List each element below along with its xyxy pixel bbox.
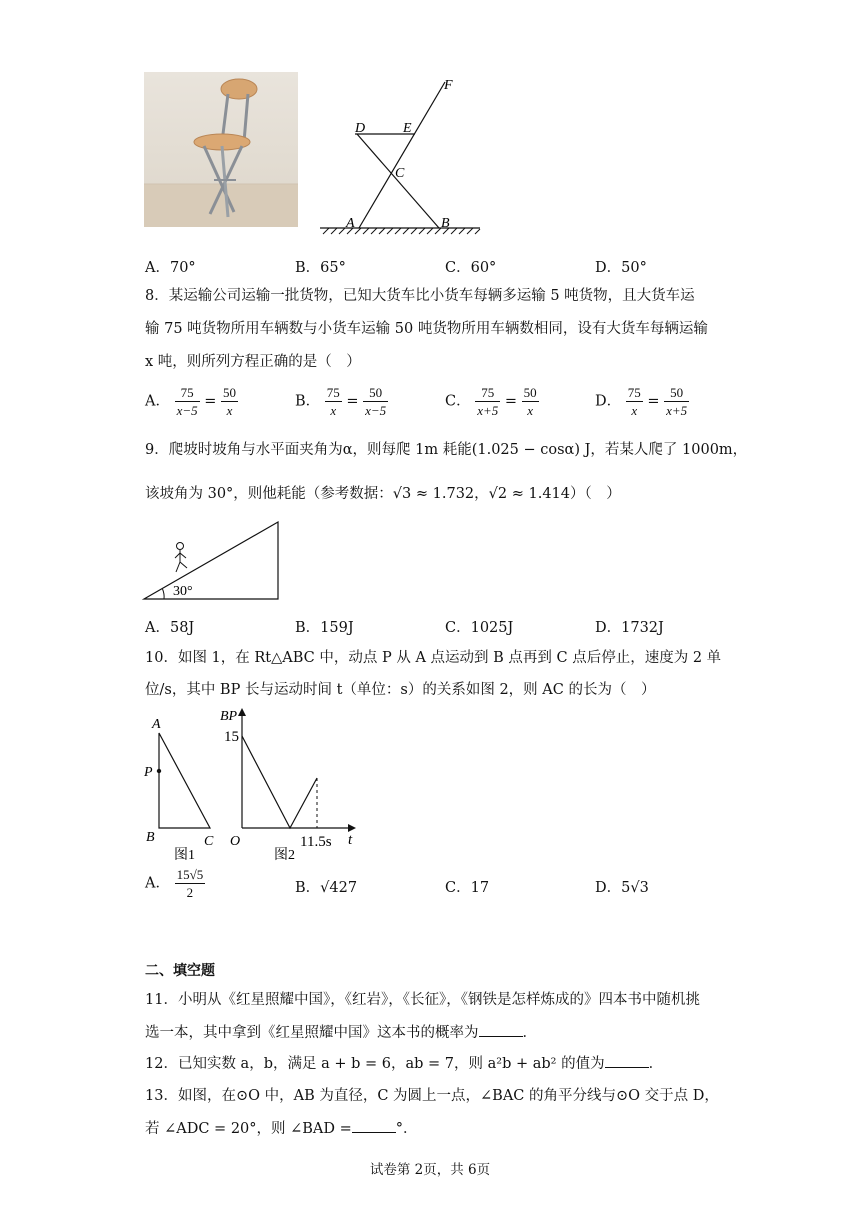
numerator: 75	[475, 384, 500, 402]
q12-text: 12．已知实数 a，b，满足 a + b = 6，ab = 7，则 a²b + ab² 的值为	[145, 1056, 605, 1072]
q7-option-c[interactable]: C．60°	[445, 260, 497, 276]
figure-1-triangle	[140, 710, 230, 860]
q9-line2: 该坡角为 30°，则他耗能（参考数据：√3 ≈ 1.732，√2 ≈ 1.414）（ ）	[145, 486, 621, 502]
denominator: x−5	[176, 403, 198, 418]
q11-end: ．	[522, 1025, 537, 1041]
figure-2-graph	[218, 700, 368, 862]
fig2-xlabel: t	[348, 832, 353, 848]
denominator: x+5	[666, 403, 688, 418]
fig2-ylabel: BP	[220, 709, 238, 724]
denominator: x+5	[477, 403, 499, 418]
q9-option-c[interactable]: C．1025J	[445, 620, 514, 636]
numerator: 50	[223, 385, 237, 400]
q9-option-d[interactable]: D．1732J	[595, 620, 664, 636]
q9-option-a[interactable]: A．58J	[145, 620, 195, 636]
q9-line1: 9．爬坡时坡角与水平面夹角为α，则每爬 1m 耗能(1.025 − cosα) J，若某人爬了 1000m，	[145, 442, 748, 458]
fig1-label-C: C	[204, 834, 214, 849]
q8-option-d[interactable]: D． $\frac{75}{x}$ = $\frac{50}{x+5}$	[595, 385, 688, 418]
fig2-xmark: 11.5s	[300, 834, 332, 850]
q13-line1: 13．如图，在⊙O 中，AB 为直径，C 为圆上一点，∠BAC 的角平分线与⊙O 交于点 D，	[145, 1088, 719, 1104]
label-A: A	[346, 216, 355, 231]
q10-line2: 位/s，其中 BP 长与运动时间 t（单位：s）的关系如图 2，则 AC 的长为（ ）	[145, 682, 656, 698]
q13-line2	[145, 1118, 418, 1139]
page-footer: 试卷第 2页，共 6页	[369, 1162, 491, 1178]
q13-text: 若 ∠ADC = 20°，则 ∠BAD =	[145, 1121, 352, 1137]
option-label: C．	[445, 393, 471, 410]
denominator: x	[330, 403, 337, 418]
q11-line2	[145, 1022, 537, 1043]
chair-geometry-diagram	[315, 70, 485, 240]
q11-line1: 11．小明从《红星照耀中国》，《红岩》，《长征》，《钢铁是怎样炼成的》四本书中随机挑	[145, 992, 700, 1008]
fig2-y15: 15	[224, 729, 239, 745]
label-C: C	[395, 166, 405, 181]
fig1-label-B: B	[146, 830, 155, 845]
fig2-origin: O	[230, 834, 241, 849]
answer-blank[interactable]	[352, 1118, 396, 1133]
denominator: 2	[186, 885, 194, 900]
denominator: x	[226, 403, 233, 418]
q7-option-b[interactable]: B．65°	[295, 260, 346, 276]
fig1-label-P: P	[144, 765, 153, 780]
q11-text: 选一本，其中拿到《红星照耀中国》这本书的概率为	[145, 1025, 479, 1041]
denominator: x−5	[365, 403, 387, 418]
denominator: x	[631, 403, 638, 418]
q8-option-a[interactable]: A． $\frac{75}{x-5}$ = $\frac{50}{x}$	[145, 385, 237, 418]
denominator: x	[527, 403, 534, 418]
option-label: B．	[295, 393, 321, 410]
label-E: E	[403, 121, 412, 136]
fig1-label-A: A	[152, 717, 161, 732]
label-F: F	[444, 78, 453, 93]
numerator: 50	[664, 384, 689, 402]
q9-option-b[interactable]: B．159J	[295, 620, 354, 636]
numerator: 50	[523, 385, 537, 400]
q10-option-c[interactable]: C．17	[445, 880, 490, 896]
q10-option-a[interactable]	[145, 866, 205, 901]
q7-option-d[interactable]: D．50°	[595, 260, 647, 276]
label-B: B	[441, 216, 450, 231]
numerator: 15√5	[176, 867, 204, 882]
q13-end: °．	[395, 1121, 418, 1137]
q8-line3: x 吨，则所列方程正确的是（ ）	[145, 354, 361, 370]
q12-line	[145, 1053, 663, 1074]
answer-blank[interactable]	[605, 1053, 649, 1068]
numerator: 75	[326, 385, 340, 400]
numerator: 75	[175, 384, 200, 402]
fig1-caption: 图1	[174, 848, 195, 860]
q12-end: ．	[648, 1056, 664, 1072]
q10-option-b[interactable]: B．√427	[295, 880, 358, 896]
chair-photo	[144, 72, 298, 227]
numerator: 75	[627, 385, 641, 400]
fig2-caption: 图2	[274, 848, 295, 862]
section-title: 二、填空题	[145, 963, 215, 979]
q7-option-a[interactable]: A．70°	[145, 260, 196, 276]
option-label: A．	[145, 393, 170, 410]
option-label: D．	[595, 393, 622, 410]
q10-line1: 10．如图 1，在 Rt△ABC 中，动点 P 从 A 点运动到 B 点再到 C 点后停止，速度为 2 单	[145, 650, 722, 666]
q8-option-c[interactable]: C． $\frac{75}{x+5}$ = $\frac{50}{x}$	[445, 385, 537, 418]
option-label: A．	[145, 875, 170, 892]
numerator: 50	[363, 384, 388, 402]
label-D: D	[355, 121, 366, 136]
answer-blank[interactable]	[479, 1022, 523, 1037]
q8-line1: 8．某运输公司运输一批货物，已知大货车比小货车每辆多运输 5 吨货物，且大货车运	[145, 288, 695, 304]
q8-line2: 输 75 吨货物所用车辆数与小货车运输 50 吨货物所用车辆数相同，设有大货车每辆运输	[145, 321, 708, 337]
slope-diagram	[140, 520, 285, 604]
q8-option-b[interactable]: B． $\frac{75}{x}$ = $\frac{50}{x-5}$	[295, 385, 387, 418]
angle-label: 30°	[173, 584, 193, 599]
q10-option-d[interactable]: D．5√3	[595, 880, 649, 896]
